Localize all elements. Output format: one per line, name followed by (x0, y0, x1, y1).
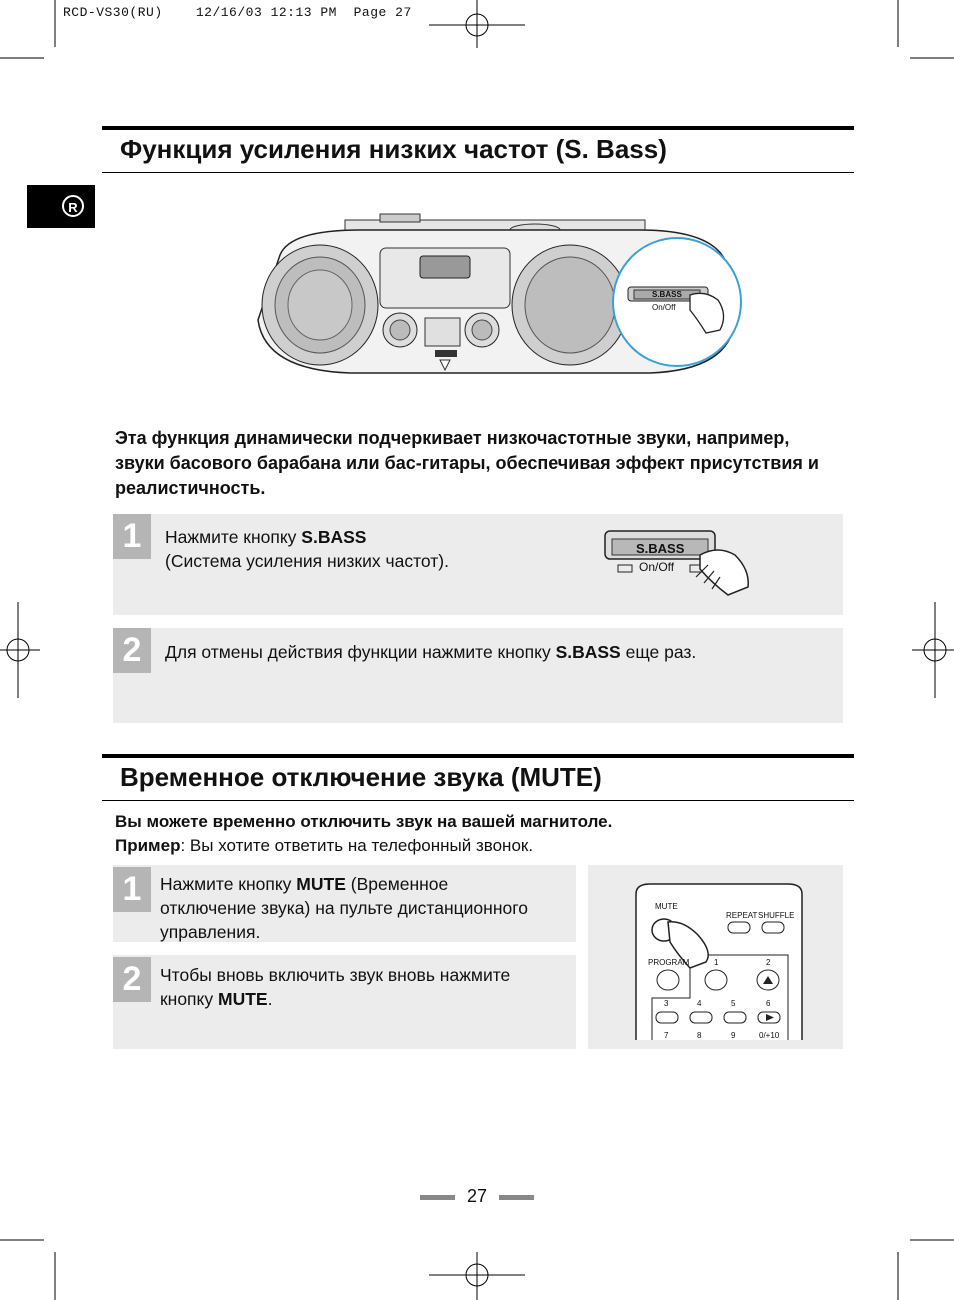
sbass-zoom-callout (610, 235, 745, 370)
page-number-bar-left (420, 1195, 455, 1200)
slug-page-word: Page (353, 5, 387, 20)
remote-digit-0: 0/+10 (759, 1031, 780, 1040)
mute-example-text: : Вы хотите ответить на телефонный звонок. (180, 836, 534, 855)
remote-digit-9: 9 (731, 1031, 736, 1040)
mute-title: Временное отключение звука (MUTE) (120, 762, 602, 792)
remote-mute-label: MUTE (655, 902, 678, 911)
page-number: 27 (466, 1186, 488, 1206)
mute-example-label: Пример (115, 836, 181, 855)
remote-digit-4: 4 (697, 999, 702, 1008)
remote-shuffle-label: SHUFFLE (758, 911, 795, 920)
mute-step-2-bold: MUTE (218, 989, 268, 1009)
sbass-intro: Эта функция динамически подчеркивает низкочастотные звуки, например, звуки басового барабана или бас-гитары, обеспечивая эффект присутствия и реалистичность. (115, 428, 819, 498)
mute-title-rule-bottom (102, 800, 854, 801)
mute-step-2-text (160, 963, 540, 1011)
slug-date: 12/16/03 (195, 5, 263, 20)
sbass-step-1-pre: Нажмите кнопку (165, 527, 302, 547)
sbass-button-illustration (600, 525, 760, 605)
mute-step-1-post: (Временное отключение звука) на пульте дистанционного управления. (160, 874, 528, 942)
slug-doc: RCD-VS30(RU) (63, 5, 163, 20)
remote-program-label: PROGRAM (648, 958, 690, 967)
remote-digit-8: 8 (697, 1031, 702, 1040)
remote-digit-7: 7 (664, 1031, 669, 1040)
sbass-button-caption: On/Off (639, 560, 675, 574)
sbass-step-2-number: 2 (113, 628, 151, 673)
sbass-step-1-bold: S.BASS (301, 527, 367, 547)
remote-digit-3: 3 (664, 999, 669, 1008)
sbass-step-2-post: еще раз. (620, 642, 697, 662)
page-number-bar-right (499, 1195, 534, 1200)
sbass-step-2-text (165, 640, 835, 664)
language-tab-letter: R (62, 195, 84, 217)
mute-step-1-text (160, 872, 540, 944)
remote-digit-2: 2 (766, 958, 771, 967)
remote-digit-1: 1 (714, 958, 719, 967)
mute-step-2-post: . (267, 989, 273, 1009)
sbass-step-2-bold: S.BASS (555, 642, 621, 662)
remote-digit-6: 6 (766, 999, 771, 1008)
title-rule-top (102, 126, 854, 130)
language-tab (27, 185, 95, 228)
sbass-title: Функция усиления низких частот (S. Bass) (120, 134, 667, 164)
mute-step-2-number: 2 (113, 957, 151, 1002)
zoom-sbass-label: S.BASS (652, 290, 682, 299)
mute-step-1-pre: Нажмите кнопку (160, 874, 297, 894)
remote-repeat-label: REPEAT (726, 911, 758, 920)
mute-step-2-pre: Чтобы вновь включить звук вновь нажмите кнопку (160, 965, 511, 1009)
slug-page-no: 27 (395, 5, 412, 20)
title-rule-bottom (102, 172, 854, 173)
mute-step-1-bold: MUTE (296, 874, 346, 894)
mute-step-1-number: 1 (113, 867, 151, 912)
mute-title-rule-top (102, 754, 854, 758)
mute-intro-bold: Вы можете временно отключить звук на вашей магнитоле. (115, 812, 613, 831)
sbass-step-1-text (165, 525, 565, 573)
sbass-step-1-number: 1 (113, 514, 151, 559)
remote-digit-5: 5 (731, 999, 736, 1008)
slug-time: 12:13 PM (270, 5, 337, 20)
sbass-step-2-pre: Для отмены действия функции нажмите кнопку (165, 642, 556, 662)
zoom-sbass-caption: On/Off (652, 303, 676, 312)
sbass-step-1-post: (Система усиления низких частот). (165, 551, 449, 571)
sbass-button-label: S.BASS (636, 541, 685, 556)
mute-intro (115, 810, 612, 858)
